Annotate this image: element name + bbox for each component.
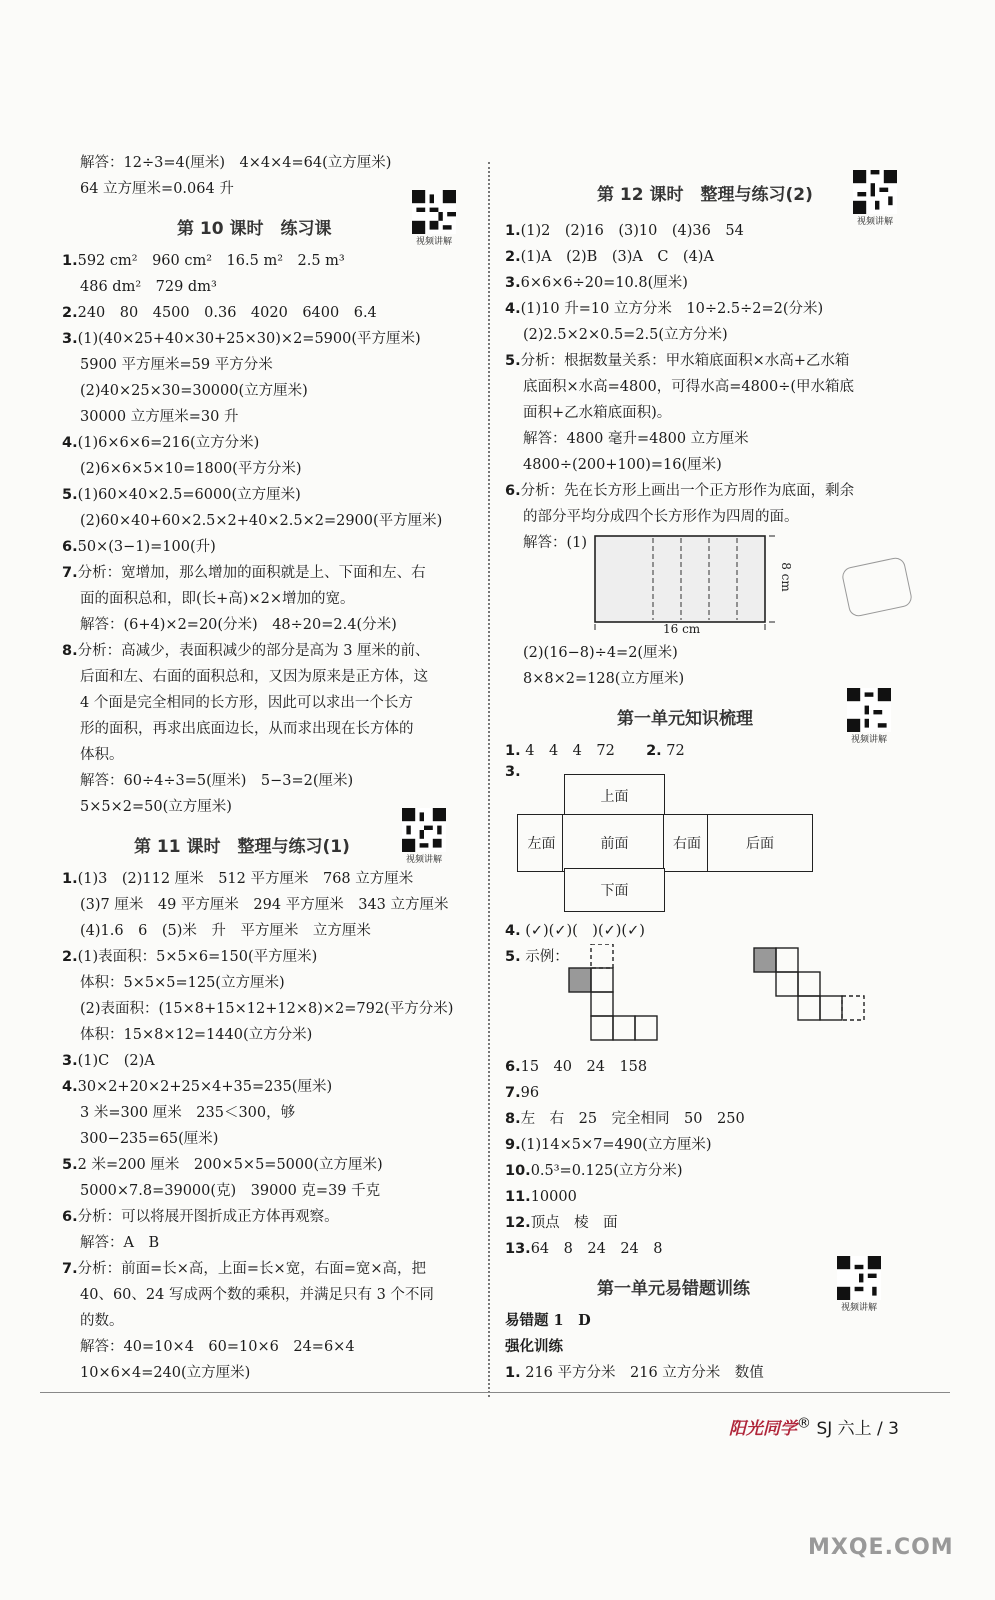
mistakes-title: 第一单元易错题训练: [597, 1279, 750, 1299]
answer-text: 5900 平方厘米=59 平方分米: [80, 357, 273, 373]
answer-line: [505, 1106, 930, 1132]
answer-line: [505, 1054, 930, 1080]
answer-text: (1)表面积：5×5×6=150(平方厘米): [77, 949, 318, 965]
qr-code-review[interactable]: [845, 688, 893, 745]
net-face-back: 后面: [707, 814, 813, 872]
answer-text: 4 4 4 72: [525, 743, 615, 759]
qr-label: 视频讲解: [840, 1303, 877, 1313]
answer-line: [505, 478, 930, 504]
question-number: 2.: [505, 249, 521, 265]
answer-text: (2)40×25×30=30000(立方厘米): [80, 383, 308, 399]
answer-text: (1)14×5×7=490(立方厘米): [520, 1137, 712, 1153]
answer-line: [505, 296, 930, 322]
answer-line: [62, 612, 472, 638]
question-number: 5.: [505, 949, 521, 965]
page-number: SJ 六上 / 3: [816, 1419, 899, 1439]
answer-text: 592 cm² 960 cm² 16.5 m² 2.5 m³: [77, 253, 345, 269]
answer-text: (1)60×40×2.5=6000(立方厘米): [77, 487, 301, 503]
answer-text: 面的面积总和，即(长+高)×2×增加的宽。: [80, 591, 355, 607]
answer-line: [62, 970, 472, 996]
answer-text: 分析：前面=长×高，上面=长×宽，右面=宽×高，把: [77, 1261, 427, 1277]
answer-text: 5000×7.8=39000(克) 39000 克=39 千克: [80, 1183, 381, 1199]
answer-line: [62, 1048, 472, 1074]
qr-icon: [853, 170, 897, 214]
answer-text: (✓)(✓)( )(✓)(✓): [525, 923, 645, 939]
review-answers: [505, 1054, 930, 1262]
answer-text: (2)2.5×2×0.5=2.5(立方分米): [523, 327, 728, 343]
answer-line: [62, 768, 472, 794]
question-number: 8.: [62, 643, 78, 659]
section-12-header: [505, 172, 930, 227]
column-divider: [488, 162, 490, 1397]
answer-text: 的数。: [80, 1313, 124, 1329]
answer-text: (1)3 (2)112 厘米 512 平方厘米 768 立方厘米: [77, 871, 414, 887]
question-number: 1.: [505, 1365, 521, 1381]
question-number: 10.: [505, 1163, 531, 1179]
section-12-answers: [505, 218, 930, 530]
answer-text: 50×(3−1)=100(升): [77, 539, 216, 555]
question-number: 7.: [62, 565, 78, 581]
answer-line: [62, 664, 472, 690]
q6-answer-label: 解答：(1): [523, 535, 588, 551]
section-11-answers: [62, 866, 472, 1386]
answer-text: (1)6×6×6=216(立方分米): [77, 435, 260, 451]
stamp-decoration: [841, 556, 914, 618]
net-face-bottom: 下面: [564, 868, 665, 912]
answer-text: 240 80 4500 0.36 4020 6400 6.4: [77, 305, 377, 321]
question-number: 4.: [505, 301, 521, 317]
practice-label: 强化训练: [505, 1338, 563, 1355]
question-number: 2.: [62, 305, 78, 321]
question-number: 1.: [505, 223, 521, 239]
qr-code-mistakes[interactable]: [835, 1256, 883, 1313]
answer-line: [505, 348, 930, 374]
answer-line: [62, 274, 472, 300]
answer-line: [62, 1100, 472, 1126]
section-12-title: 第 12 课时 整理与练习(2): [597, 185, 813, 205]
answer-text: 4 个面是完全相同的长方形，因此可以求出一个长方: [80, 695, 413, 711]
answer-text: 分析：根据数量关系：甲水箱底面积×水高+乙水箱: [520, 353, 850, 369]
answer-text: (2)表面积：(15×8+15×12+12×8)×2=792(平方分米): [80, 1001, 454, 1017]
answer-line: [62, 1308, 472, 1334]
answer-text: 分析：高减少，表面积减少的部分是高为 3 厘米的前、: [77, 643, 430, 659]
answer-line: [62, 1152, 472, 1178]
answer-line: [62, 508, 472, 534]
answer-line: [62, 1334, 472, 1360]
review-header: [505, 692, 930, 745]
answer-line: [62, 1282, 472, 1308]
answer-text: (4)1.6 6 (5)米 升 平方厘米 立方厘米: [80, 923, 371, 939]
question-number: 4.: [62, 1079, 78, 1095]
answer-line: [62, 248, 472, 274]
intro-line-1: 解答：12÷3=4(厘米) 4×4×4=64(立方厘米): [80, 155, 392, 171]
review-q4: [505, 918, 930, 944]
question-number: 6.: [62, 539, 78, 555]
review-title: 第一单元知识梳理: [617, 709, 753, 729]
answer-line: (2)(16−8)÷4=2(厘米): [523, 645, 678, 661]
answer-text: 示例：: [525, 949, 569, 965]
answer-line: [62, 892, 472, 918]
answer-text: (3)7 厘米 49 平方厘米 294 平方厘米 343 立方厘米: [80, 897, 449, 913]
question-number: 2.: [646, 743, 662, 759]
answer-text: 72: [666, 743, 685, 759]
question-number: 6.: [62, 1209, 78, 1225]
answer-text: 10000: [530, 1189, 577, 1205]
qr-icon: [412, 190, 456, 234]
answer-text: 216 平方分米 216 立方分米 数值: [525, 1365, 764, 1381]
answer-line: [505, 322, 930, 348]
review-q5: [505, 944, 930, 1054]
section-10-title: 第 10 课时 练习课: [177, 219, 332, 239]
answer-line: [505, 426, 930, 452]
answer-text: 5×5×2=50(立方厘米): [80, 799, 232, 815]
answer-line: [62, 456, 472, 482]
intro-line-2: 64 立方厘米=0.064 升: [80, 181, 234, 197]
answer-line: [505, 452, 930, 478]
answer-text: 的部分平均分成四个长方形作为四周的面。: [523, 509, 799, 525]
answer-line: [62, 1126, 472, 1152]
answer-text: 面积+乙水箱底面积)。: [523, 405, 672, 421]
section-10-header: [62, 202, 472, 248]
question-number: 4.: [505, 923, 521, 939]
answer-text: 96: [520, 1085, 540, 1101]
question-number: 4.: [62, 435, 78, 451]
qr-code-section-11[interactable]: [400, 808, 448, 865]
answer-text: 2 米=200 厘米 200×5×5=5000(立方厘米): [77, 1157, 383, 1173]
qr-label: 视频讲解: [415, 237, 452, 247]
registered-mark: ®: [796, 1415, 812, 1432]
question-number: 5.: [505, 353, 521, 369]
qr-icon: [837, 1256, 881, 1300]
answer-line: [62, 1230, 472, 1256]
answer-text: (2)6×6×5×10=1800(平方分米): [80, 461, 302, 477]
answer-text: 左 右 25 完全相同 50 250: [520, 1111, 745, 1127]
answer-line: [505, 270, 930, 296]
answer-line: [62, 430, 472, 456]
qr-icon: [847, 688, 891, 732]
answer-line: [505, 1158, 930, 1184]
answer-text: 体积：15×8×12=1440(立方分米): [80, 1027, 313, 1043]
answer-line: [62, 690, 472, 716]
question-number: 7.: [505, 1085, 521, 1101]
question-number: 13.: [505, 1241, 531, 1257]
section-11-header: [62, 820, 472, 866]
question-number: 2.: [62, 949, 78, 965]
answer-line: [62, 378, 472, 404]
question-number: 6.: [505, 1059, 521, 1075]
net-face-left: 左面: [517, 814, 566, 872]
answer-line: [62, 534, 472, 560]
answer-text: (2)60×40+60×2.5×2+40×2.5×2=2900(平方厘米): [80, 513, 443, 529]
answer-line: [62, 716, 472, 742]
answer-line: [505, 244, 930, 270]
question-number: 3.: [505, 275, 521, 291]
answer-text: 后面和左、右面的面积总和，又因为原来是正方体，这: [80, 669, 428, 685]
answer-text: (1)C (2)A: [77, 1053, 155, 1069]
mistake-item: 易错题 1 D: [505, 1312, 591, 1329]
answer-text: 分析：宽增加，那么增加的面积就是上、下面和左、右: [77, 565, 426, 581]
section-10-answers: [62, 248, 472, 820]
question-number: 11.: [505, 1189, 531, 1205]
answer-text: (1)A (2)B (3)A C (4)A: [520, 249, 714, 265]
left-column: [62, 150, 472, 1386]
answer-line: [62, 918, 472, 944]
q6-width-label: 16 cm: [663, 622, 701, 636]
qr-label: 视频讲解: [850, 735, 887, 745]
answer-text: (1)(40×25+40×30+25×30)×2=5900(平方厘米): [77, 331, 421, 347]
answer-text: 解答：40=10×4 60=10×6 24=6×4: [80, 1339, 355, 1355]
qr-code-section-10[interactable]: [410, 190, 458, 247]
answer-text: (1)2 (2)16 (3)10 (4)36 54: [520, 223, 744, 239]
page-footer: [729, 1414, 899, 1439]
answer-text: 15 40 24 158: [520, 1059, 648, 1075]
answer-text: 10×6×4=240(立方厘米): [80, 1365, 251, 1381]
answer-line: [62, 352, 472, 378]
answer-text: 0.5³=0.125(立方分米): [530, 1163, 683, 1179]
practice-q1: [505, 1360, 930, 1386]
answer-line: 8×8×2=128(立方厘米): [523, 671, 685, 687]
answer-line: [505, 504, 930, 530]
answer-line: [62, 300, 472, 326]
question-number: 5.: [62, 1157, 78, 1173]
net-face-right: 右面: [663, 814, 711, 872]
answer-text: 体积：5×5×5=125(立方厘米): [80, 975, 285, 991]
answer-text: 4800÷(200+100)=16(厘米): [523, 457, 722, 473]
question-number: 1.: [62, 871, 78, 887]
site-watermark: MXQE.COM: [808, 1535, 954, 1560]
answer-text: 解答：4800 毫升=4800 立方厘米: [523, 431, 749, 447]
answer-line: [505, 1210, 930, 1236]
qr-icon: [402, 808, 446, 852]
question-number: 8.: [505, 1111, 521, 1127]
answer-line: [62, 638, 472, 664]
answer-line: [62, 1022, 472, 1048]
answer-line: [62, 1204, 472, 1230]
answer-text: 解答：(6+4)×2=20(分米) 48÷20=2.4(分米): [80, 617, 397, 633]
question-number: 3.: [505, 764, 521, 780]
brand-logo: 阳光同学: [728, 1419, 797, 1439]
answer-line: [505, 1132, 930, 1158]
answer-text: 分析：先在长方形上画出一个正方形作为底面，剩余: [520, 483, 855, 499]
right-column: [505, 172, 930, 1386]
answer-text: 形的面积，再求出底面边长，从而求出现在长方体的: [80, 721, 414, 737]
answer-line: [62, 1360, 472, 1386]
answer-line: [62, 1256, 472, 1282]
answer-text: 486 dm² 729 dm³: [80, 279, 217, 295]
question-number: 3.: [62, 1053, 78, 1069]
answer-text: 30000 立方厘米=30 升: [80, 409, 239, 425]
answer-text: 64 8 24 24 8: [530, 1241, 663, 1257]
qr-code-section-12[interactable]: [851, 170, 899, 227]
answer-line: [62, 996, 472, 1022]
answer-text: 体积。: [80, 747, 124, 763]
question-number: 1.: [505, 743, 521, 759]
cube-net-examples: [561, 944, 891, 1050]
q6-part2-answers: [505, 640, 930, 692]
question-number: 1.: [62, 253, 78, 269]
answer-text: 30×2+20×2+25×4+35=235(厘米): [77, 1079, 333, 1095]
question-number: 9.: [505, 1137, 521, 1153]
answer-line: [62, 944, 472, 970]
answer-text: 300−235=65(厘米): [80, 1131, 219, 1147]
question-number: 12.: [505, 1215, 531, 1231]
answer-text: (1)10 升=10 立方分米 10÷2.5÷2=2(分米): [520, 301, 824, 317]
q6-diagram-block: [505, 530, 930, 640]
answer-line: [62, 1074, 472, 1100]
answer-line: [505, 1184, 930, 1210]
answer-line: [62, 482, 472, 508]
answer-line: [62, 326, 472, 352]
answer-line: [505, 400, 930, 426]
answer-text: 顶点 棱 面: [530, 1215, 618, 1231]
cube-net-diagram: [505, 764, 930, 918]
question-number: 7.: [62, 1261, 78, 1277]
answer-line: [62, 404, 472, 430]
footer-rule: [40, 1392, 950, 1393]
mistakes-header: [505, 1262, 930, 1313]
answer-line: [62, 742, 472, 768]
question-number: 3.: [62, 331, 78, 347]
answer-text: 底面积×水高=4800，可得水高=4800÷(甲水箱底: [523, 379, 855, 395]
answer-line: [62, 586, 472, 612]
answer-text: 3 米=300 厘米 235＜300，够: [80, 1105, 296, 1121]
net-face-top: 上面: [564, 774, 665, 818]
answer-text: 分析：可以将展开图折成正方体再观察。: [77, 1209, 339, 1225]
answer-line: [62, 560, 472, 586]
answer-text: 6×6×6÷20=10.8(厘米): [520, 275, 688, 291]
answer-line: [62, 1178, 472, 1204]
answer-text: 解答：60÷4÷3=5(厘米) 5−3=2(厘米): [80, 773, 354, 789]
net-face-front: 前面: [562, 814, 667, 872]
q6-unfolded-rectangle-diagram: [593, 534, 783, 634]
qr-label: 视频讲解: [856, 217, 893, 227]
section-11-title: 第 11 课时 整理与练习(1): [134, 837, 350, 857]
answer-text: 解答：A B: [80, 1235, 160, 1251]
answer-text: 40、60、24 写成两个数的乘积，并满足只有 3 个不同: [80, 1287, 434, 1303]
answer-line: [505, 1080, 930, 1106]
question-number: 6.: [505, 483, 521, 499]
answer-line: [505, 374, 930, 400]
question-number: 5.: [62, 487, 78, 503]
qr-label: 视频讲解: [405, 855, 442, 865]
answer-line: [62, 866, 472, 892]
q6-height-label: 8 cm: [778, 562, 793, 592]
